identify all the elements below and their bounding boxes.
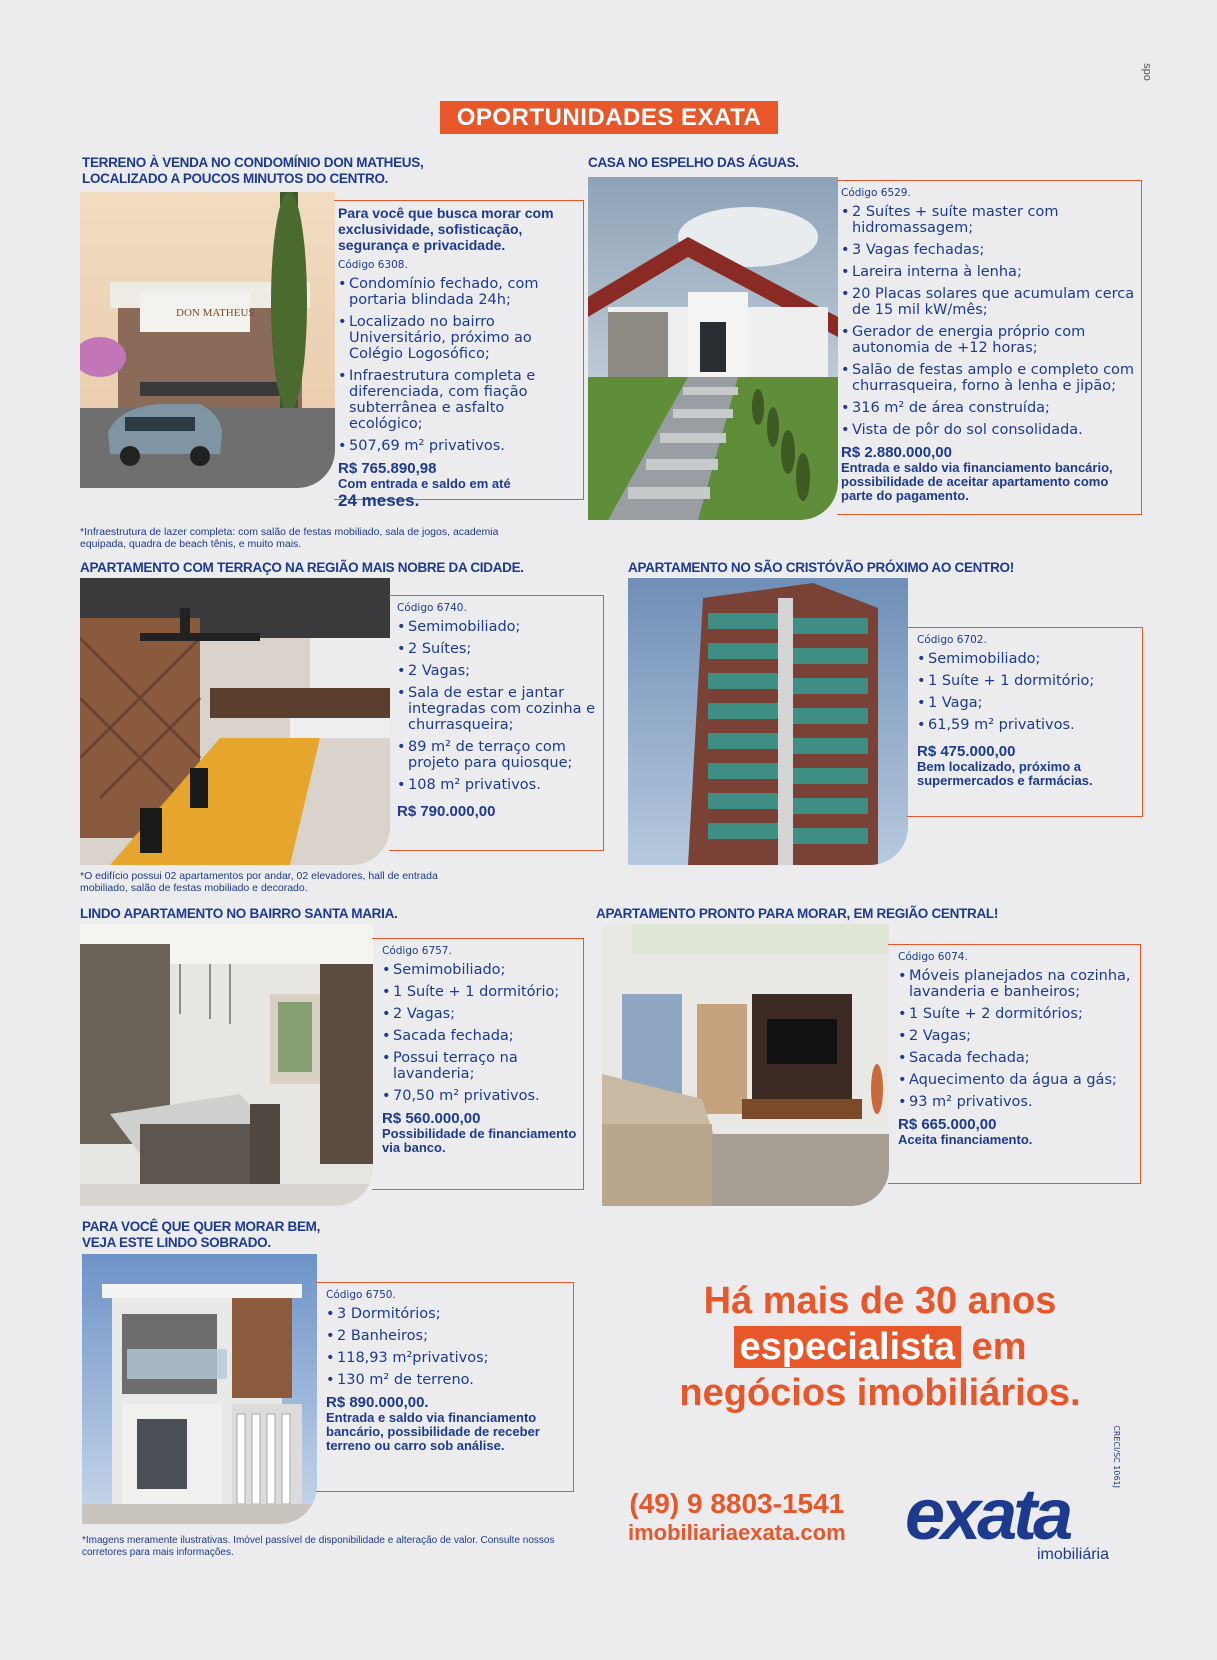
listing-price: R$ 790.000,00: [397, 803, 496, 820]
listing-info-box: [837, 180, 1142, 515]
feature-item: • Possui terraço na lavanderia;: [382, 1050, 579, 1082]
listing-code: Código 6757.: [382, 945, 452, 957]
feature-item: • 108 m² privativos.: [397, 777, 599, 793]
predio-illustration: [628, 578, 908, 865]
page-banner: OPORTUNIDADES EXATA: [440, 101, 778, 134]
feature-item: • Vista de pôr do sol consolidada.: [841, 422, 1135, 438]
feature-item: • 70,50 m² privativos.: [382, 1088, 579, 1104]
feature-list: [326, 1306, 569, 1388]
tagline-line2: [640, 1324, 1120, 1370]
feature-item: • 89 m² de terraço com projeto para quiosque;: [397, 739, 599, 771]
listing-note: Aceita financiamento.: [898, 1132, 1033, 1147]
contact-block: [628, 1488, 846, 1546]
feature-item: • Sacada fechada;: [898, 1050, 1136, 1066]
listing-info-box: [316, 1282, 574, 1492]
feature-item: • 2 Suítes + suíte master com hidromassagem;: [841, 204, 1135, 236]
feature-item: • 118,93 m²privativos;: [326, 1350, 569, 1366]
listing-heading: TERRENO À VENDA NO CONDOMÍNIO DON MATHEUS, LOCALIZADO A POUCOS MINUTOS DO CENTRO.: [82, 155, 424, 186]
listing-code: Código 6702.: [917, 634, 987, 646]
feature-item: • 130 m² de terreno.: [326, 1372, 569, 1388]
terraco-illustration: [80, 578, 390, 865]
listing-code: Código 6740.: [397, 602, 467, 614]
feature-item: • 316 m² de área construída;: [841, 400, 1135, 416]
listing-photo-predio: [628, 578, 908, 865]
listing-price: R$ 2.880.000,00: [841, 444, 952, 461]
listing-heading: APARTAMENTO NO SÃO CRISTÓVÃO PRÓXIMO AO CENTRO!: [628, 560, 1014, 575]
feature-item: • 2 Vagas;: [382, 1006, 579, 1022]
logo-wordmark: exata: [905, 1475, 1070, 1555]
listing-heading: LINDO APARTAMENTO NO BAIRRO SANTA MARIA.: [80, 906, 398, 921]
listing-photo-sala: [602, 924, 889, 1206]
listing-price: R$ 560.000,00: [382, 1110, 481, 1127]
listing-note-emphasis: 24 meses.: [338, 491, 420, 510]
feature-item: • 1 Suíte + 2 dormitórios;: [898, 1006, 1136, 1022]
terreno-illustration: [80, 192, 335, 488]
listing-note: Com entrada e saldo em até: [338, 476, 511, 491]
feature-item: • Semimobiliado;: [397, 619, 599, 635]
sala-illustration: [602, 924, 889, 1206]
feature-item: • 20 Placas solares que acumulam cerca de 15 mil kW/mês;: [841, 286, 1135, 318]
feature-list: [338, 276, 577, 454]
tagline-line2-rest: em: [961, 1326, 1027, 1368]
phone-number[interactable]: (49) 9 8803-1541: [629, 1488, 845, 1519]
listing-info-box: [372, 938, 584, 1190]
listing-footnote: *O edifício possui 02 apartamentos por andar, 02 elevadores, hall de entrada mobiliado, salão de festas mobiliado e decorado.: [80, 870, 438, 894]
feature-item: • 1 Vaga;: [917, 695, 1138, 711]
feature-list: [382, 962, 579, 1104]
feature-item: • 61,59 m² privativos.: [917, 717, 1138, 733]
feature-item: • Semimobiliado;: [382, 962, 579, 978]
listing-photo-casa: [588, 177, 838, 520]
listing-price: R$ 665.000,00: [898, 1116, 997, 1133]
logo-creci: CRECI/SC 1061J: [1112, 1425, 1121, 1488]
feature-item: • Salão de festas amplo e completo com churrasqueira, forno à lenha e jipão;: [841, 362, 1135, 394]
feature-item: • 2 Suítes;: [397, 641, 599, 657]
tagline: [640, 1278, 1120, 1416]
sobrado-illustration: [82, 1254, 317, 1524]
tagline-highlight: especialista: [734, 1326, 961, 1368]
listing-note: Possibilidade de financiamento via banco.: [382, 1126, 577, 1155]
feature-item: • Aquecimento da água a gás;: [898, 1072, 1136, 1088]
feature-item: • Gerador de energia próprio com autonomia de +12 horas;: [841, 324, 1135, 356]
casa-illustration: [588, 177, 838, 520]
listing-heading: APARTAMENTO COM TERRAÇO NA REGIÃO MAIS NOBRE DA CIDADE.: [80, 560, 524, 575]
feature-item: • 1 Suíte + 1 dormitório;: [382, 984, 579, 1000]
tagline-line1: Há mais de 30 anos: [703, 1280, 1057, 1322]
feature-list: [397, 619, 599, 793]
feature-item: • 507,69 m² privativos.: [338, 438, 577, 454]
feature-item: • Semimobiliado;: [917, 651, 1138, 667]
feature-list: [841, 204, 1135, 438]
listing-code: Código 6529.: [841, 187, 911, 199]
feature-item: • Móveis planejados na cozinha, lavanderia e banheiros;: [898, 968, 1136, 1000]
listing-price: R$ 890.000,00.: [326, 1394, 429, 1411]
listing-info-box: [334, 200, 584, 510]
feature-item: • Condomínio fechado, com portaria blindada 24h;: [338, 276, 577, 308]
feature-item: • Sala de estar e jantar integradas com cozinha e churrasqueira;: [397, 685, 599, 733]
listing-code: Código 6074.: [898, 951, 968, 963]
listing-photo-terreno: [80, 192, 335, 488]
listing-info-box: [907, 627, 1143, 817]
feature-item: • Localizado no bairro Universitário, próximo ao Colégio Logosófico;: [338, 314, 577, 362]
feature-list: [898, 968, 1136, 1110]
exata-logo: [905, 1425, 1125, 1563]
listing-code: Código 6308.: [338, 259, 408, 271]
feature-item: • 2 Vagas;: [898, 1028, 1136, 1044]
listing-photo-sobrado: [82, 1254, 317, 1524]
website-link[interactable]: imobiliariaexata.com: [628, 1520, 846, 1545]
feature-item: • 93 m² privativos.: [898, 1094, 1136, 1110]
page-code: spo: [1140, 63, 1153, 81]
listing-footnote: *Infraestrutura de lazer completa: com salão de festas mobiliado, sala de jogos, academia equipada, quadra de beach tênis, e muito mais.: [80, 526, 499, 550]
cozinha-illustration: [80, 924, 373, 1206]
listing-photo-santa-maria: [80, 924, 373, 1206]
tagline-line3: negócios imobiliários.: [679, 1372, 1081, 1414]
listing-info-box: [389, 595, 604, 851]
feature-item: • 1 Suíte + 1 dormitório;: [917, 673, 1138, 689]
feature-item: • Lareira interna à lenha;: [841, 264, 1135, 280]
listing-heading: CASA NO ESPELHO DAS ÁGUAS.: [588, 155, 799, 170]
listing-photo-terraco: [80, 578, 390, 865]
listing-intro: Para você que busca morar com exclusividade, sofisticação, segurança e privacidade.: [338, 205, 554, 253]
logo-subtitle: imobiliária: [1036, 1546, 1109, 1563]
disclaimer: *Imagens meramente ilustrativas. Imóvel passível de disponibilidade e alteração de valor. Consulte nossos corretores para mais informações.: [82, 1535, 555, 1558]
listing-heading: PARA VOCÊ QUE QUER MORAR BEM, VEJA ESTE LINDO SOBRADO.: [82, 1219, 321, 1250]
feature-item: • Infraestrutura completa e diferenciada, com fiação subterrânea e asfalto ecológico;: [338, 368, 577, 432]
feature-item: • Sacada fechada;: [382, 1028, 579, 1044]
listing-heading: APARTAMENTO PRONTO PARA MORAR, EM REGIÃO CENTRAL!: [596, 906, 999, 921]
feature-item: • 3 Dormitórios;: [326, 1306, 569, 1322]
listing-info-box: [888, 944, 1141, 1184]
listing-price: R$ 475.000,00: [917, 743, 1016, 760]
feature-list: [917, 651, 1138, 733]
listing-code: Código 6750.: [326, 1289, 396, 1301]
listing-note: Bem localizado, próximo a supermercados e farmácias.: [917, 759, 1093, 788]
feature-item: • 2 Vagas;: [397, 663, 599, 679]
listing-note: Entrada e saldo via financiamento bancário, possibilidade de aceitar apartamento como parte do pagamento.: [841, 460, 1113, 503]
don-matheus-sign: DON MATHEUS: [176, 307, 255, 319]
listing-price: R$ 765.890,98: [338, 460, 437, 477]
listing-note: Entrada e saldo via financiamento bancário, possibilidade de receber terreno ou carro sob análise.: [326, 1410, 540, 1453]
feature-item: • 2 Banheiros;: [326, 1328, 569, 1344]
feature-item: • 3 Vagas fechadas;: [841, 242, 1135, 258]
